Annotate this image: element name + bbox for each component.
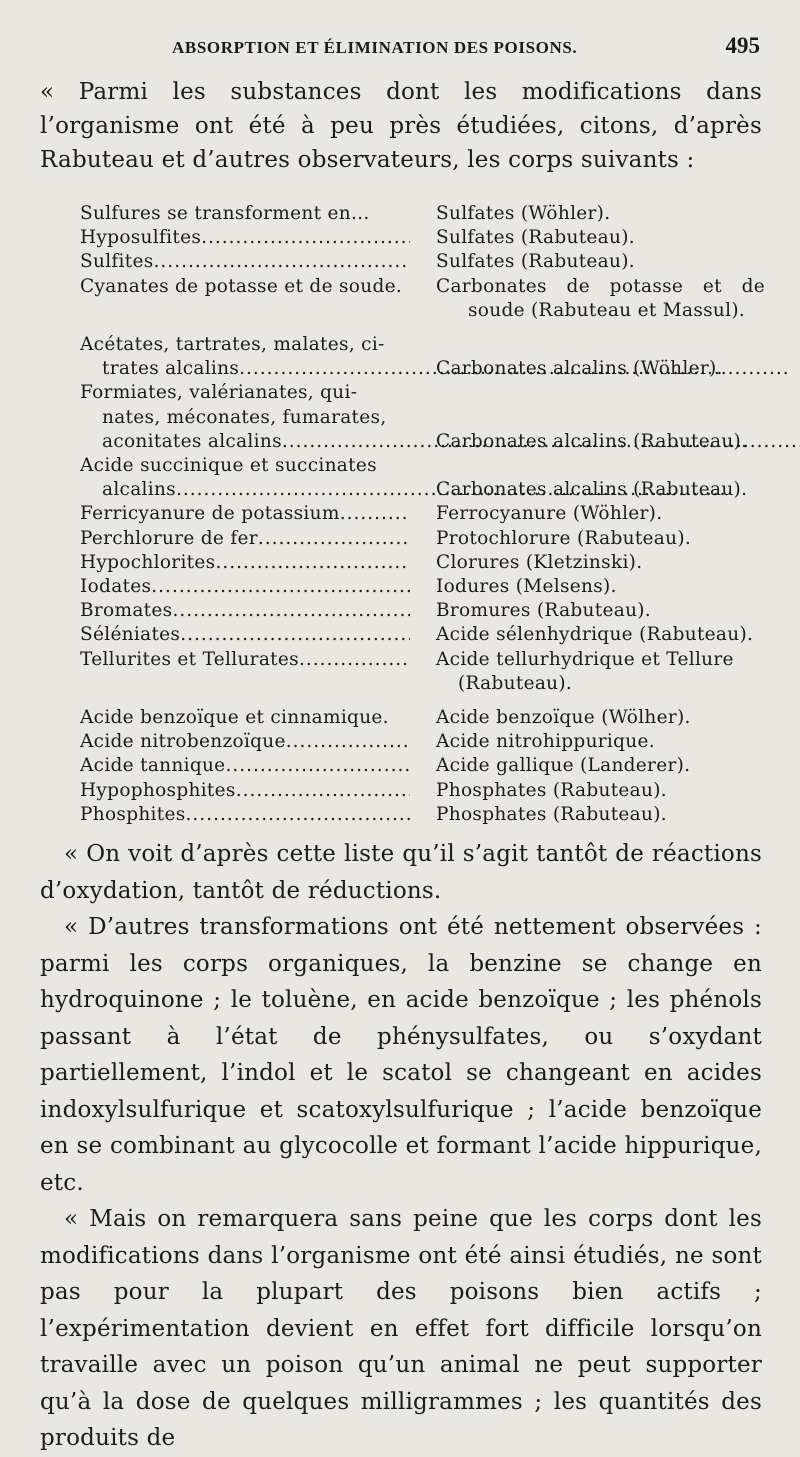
- row-left: [80, 599, 410, 623]
- table-row: [80, 333, 765, 381]
- dot-leader: [299, 648, 410, 672]
- table-row: [80, 226, 765, 250]
- intro-paragraph: « Parmi les substances dont les modifications dans l’organisme ont été à peu près étudiées, citons, d’après Rabuteau et d’autres observateurs, les corps suivants :: [40, 79, 762, 173]
- row-left-line: [80, 478, 410, 502]
- row-left: [80, 527, 410, 551]
- row-right: Carbonates alcalins (Rabuteau).: [436, 479, 748, 501]
- row-right: [410, 648, 765, 696]
- row-left-text: Bromates: [80, 600, 173, 622]
- row-right-line: Acide tellurhydrique et Tellure: [436, 648, 734, 670]
- table-row: [80, 754, 765, 778]
- row-left: [80, 779, 410, 803]
- row-left: [80, 575, 410, 599]
- row-right: Sulfates (Wöhler).: [436, 203, 611, 224]
- row-left-text: Hypochlorites: [80, 551, 216, 573]
- page-header: [172, 33, 760, 59]
- row-left: [80, 551, 410, 575]
- row-right: Acide benzoïque (Wölher).: [436, 707, 691, 729]
- dot-leader: [186, 803, 410, 827]
- row-left-line: Formiates, valérianates, qui-: [80, 382, 358, 404]
- row-left-text: Acide tannique: [80, 755, 226, 777]
- table-row: [80, 623, 765, 647]
- row-right: Protochlorure (Rabuteau).: [436, 527, 692, 549]
- row-left-line: nates, méconates, fumarates,: [102, 406, 387, 428]
- table-row: [80, 575, 765, 599]
- row-left-text: Perchlorure de fer: [80, 527, 258, 549]
- row-right: Carbonates alcalins (Wöhler).: [436, 358, 723, 380]
- row-left-text: aconitates alcalins: [102, 430, 282, 452]
- row-left: [80, 333, 410, 381]
- dot-leader: [151, 575, 410, 599]
- row-right: [410, 275, 765, 323]
- row-right: Sulfates (Rabuteau).: [436, 251, 635, 273]
- row-right: Acide nitrohippurique.: [436, 731, 655, 753]
- row-left-text: trates alcalins: [102, 358, 240, 380]
- row-left: [80, 454, 410, 502]
- row-left-text: Ferricyanure de potassium: [80, 503, 340, 525]
- row-right: Acide sélenhydrique (Rabuteau).: [436, 624, 754, 646]
- row-right: Carbonates alcalins (Rabuteau).: [436, 430, 748, 452]
- row-left-text: Hypophosphites: [80, 779, 236, 801]
- row-left: [80, 381, 410, 454]
- row-left: Cyanates de potasse et de soude.: [80, 275, 403, 297]
- row-right: Ferrocyanure (Wöhler).: [436, 503, 663, 525]
- table-row: [80, 551, 765, 575]
- table-row: [80, 202, 765, 226]
- table-row: [80, 381, 765, 454]
- row-right: Clorures (Kletzinski).: [436, 551, 643, 573]
- row-left-text: Iodates: [80, 576, 152, 598]
- row-left-text: alcalins: [102, 479, 176, 501]
- transformation-table: [80, 202, 765, 827]
- table-row: [80, 803, 765, 827]
- table-row: [80, 250, 765, 274]
- row-left: Acide benzoïque et cinnamique.: [80, 707, 389, 729]
- row-right-line: Carbonates de potasse et de: [436, 275, 765, 297]
- row-left: [80, 730, 410, 754]
- row-left: [80, 226, 410, 250]
- dot-leader: [236, 779, 410, 803]
- body-text: [40, 836, 762, 1457]
- row-left: [80, 623, 410, 647]
- table-row: [80, 502, 765, 526]
- table-row: [80, 454, 765, 502]
- row-right: Phosphates (Rabuteau).: [436, 803, 667, 825]
- dot-leader: [201, 226, 410, 250]
- dot-leader: [154, 250, 410, 274]
- paragraph: « D’autres transformations ont été nettement observées : parmi les corps organiques, la benzine se change en hydroquinone ; le toluène, en acide benzoïque ; les phénols passant à l’état de phénysulfates, ou s’oxydant partiellement, l’indol et le scatol se changeant en acides indoxylsulfurique et scatoxylsulfurique ; l’acide benzoïque en se combinant au glycocolle et formant l’acide hippurique, etc.: [40, 914, 762, 1196]
- row-right: Bromures (Rabuteau).: [436, 600, 651, 622]
- row-right: Iodures (Melsens).: [436, 576, 617, 598]
- page-number: 495: [725, 33, 760, 58]
- dot-leader: [225, 754, 410, 778]
- row-right: Phosphates (Rabuteau).: [436, 779, 667, 801]
- row-left-line: Acétates, tartrates, malates, ci-: [80, 334, 385, 356]
- row-left-text: Séléniates: [80, 624, 181, 646]
- table-row: [80, 648, 765, 696]
- table-row: [80, 599, 765, 623]
- row-left: [80, 803, 410, 827]
- table-row: [80, 779, 765, 803]
- paragraph: « On voit d’après cette liste qu’il s’agit tantôt de réactions d’oxydation, tantôt de réductions.: [40, 841, 762, 904]
- row-left: [80, 648, 410, 672]
- dot-leader: [180, 623, 410, 647]
- row-left-text: Hyposulfites: [80, 227, 202, 249]
- table-row: [80, 706, 765, 730]
- running-title: ABSORPTION ET ÉLIMINATION DES POISONS.: [172, 38, 578, 57]
- dot-leader: [172, 599, 410, 623]
- row-left-line: Acide succinique et succinates: [80, 455, 377, 477]
- row-right-line: soude (Rabuteau et Massul).: [468, 299, 746, 321]
- row-left: Sulfures se transforment en...: [80, 203, 370, 224]
- table-row: [80, 730, 765, 754]
- row-left-text: Acide nitrobenzoïque: [80, 731, 286, 753]
- table-row: [80, 527, 765, 551]
- row-left: [80, 502, 410, 526]
- paragraph: « Mais on remarquera sans peine que les corps dont les modifications dans l’organisme ont été ainsi étudiés, ne sont pas pour la plupart des poisons bien actifs ; l’expérimentation devient en effet fort difficile lorsqu’on travaille avec un poison qu’un animal ne peut supporter qu’à la dose de quelques milligrammes ; les quantités des produits de: [40, 1206, 762, 1451]
- row-left-text: Sulfites: [80, 251, 154, 273]
- row-left-line: [80, 430, 410, 454]
- row-right: Sulfates (Rabuteau).: [436, 227, 635, 249]
- row-left-text: Phosphites: [80, 803, 186, 825]
- row-left-text: Tellurites et Tellurates: [80, 648, 299, 670]
- dot-leader: [340, 502, 410, 526]
- table-row: [80, 275, 765, 323]
- row-left-line: [80, 357, 410, 381]
- row-right: Acide gallique (Landerer).: [436, 755, 691, 777]
- row-left: [80, 250, 410, 274]
- dot-leader: [258, 527, 410, 551]
- row-right-line: (Rabuteau).: [458, 672, 573, 694]
- dot-leader: [286, 730, 410, 754]
- dot-leader: [215, 551, 410, 575]
- row-left: [80, 754, 410, 778]
